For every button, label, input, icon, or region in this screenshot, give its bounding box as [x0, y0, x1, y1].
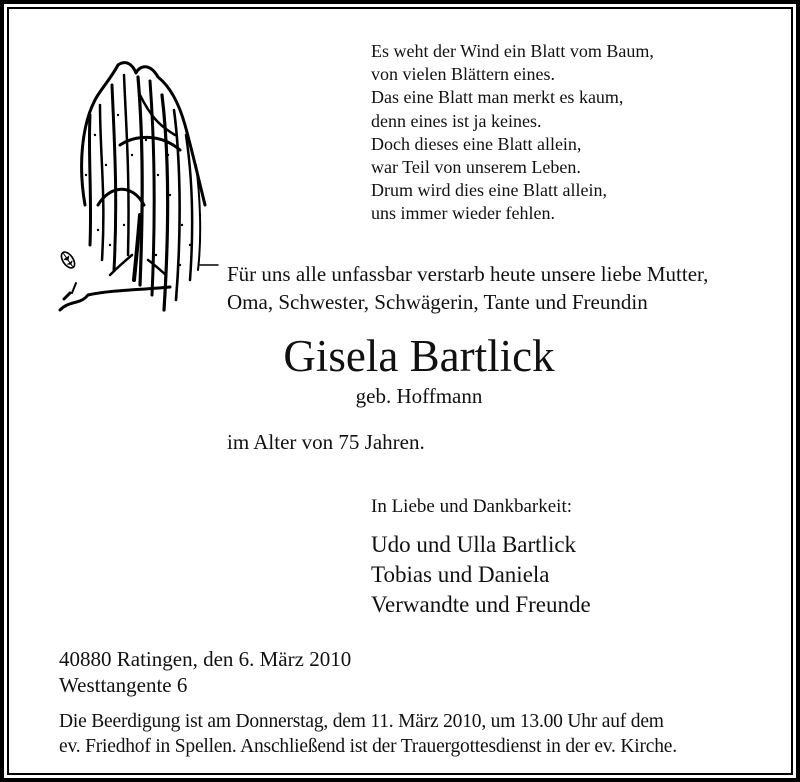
poem-line: von vielen Blättern eines.	[371, 64, 555, 85]
mourner-name: Tobias und Daniela	[371, 562, 550, 587]
intro-line: Für uns alle unfassbar verstarb heute unsere liebe Mutter,	[227, 262, 709, 286]
poem-line: Doch dieses eine Blatt allein,	[371, 133, 582, 154]
announcement-intro	[227, 260, 708, 316]
funeral-info	[59, 709, 677, 759]
address-block	[59, 646, 351, 698]
poem-line: denn eines ist ja keines.	[371, 110, 542, 131]
poem-line: Das eine Blatt man merkt es kaum,	[371, 87, 624, 108]
address-line: 40880 Ratingen, den 6. März 2010	[59, 647, 352, 671]
address-line: Westtangente 6	[59, 673, 188, 697]
mourners-list	[371, 530, 591, 620]
poem-line: Drum wird dies eine Blatt allein,	[371, 180, 607, 201]
poem-line: war Teil von unserem Leben.	[371, 156, 581, 177]
weeping-willow-tree-icon	[40, 55, 220, 320]
maiden-name: geb. Hoffmann	[355, 384, 483, 408]
mourners-heading: In Liebe und Dankbarkeit:	[371, 496, 573, 517]
age-text: im Alter von 75 Jahren.	[227, 430, 425, 454]
funeral-line: ev. Friedhof in Spellen. Anschließend ist der Trauergottesdienst in der ev. Kirche.	[59, 736, 677, 757]
funeral-line: Die Beerdigung ist am Donnerstag, dem 11. März 2010, um 13.00 Uhr auf dem	[59, 711, 664, 732]
intro-line: Oma, Schwester, Schwägerin, Tante und Freundin	[227, 290, 648, 314]
mourner-name: Udo und Ulla Bartlick	[371, 532, 577, 557]
poem	[371, 40, 654, 226]
mourner-name: Verwandte und Freunde	[371, 592, 591, 617]
poem-line: Es weht der Wind ein Blatt vom Baum,	[371, 41, 654, 61]
deceased-name: Gisela Bartlick	[283, 331, 555, 381]
poem-line: uns immer wieder fehlen.	[371, 203, 555, 224]
